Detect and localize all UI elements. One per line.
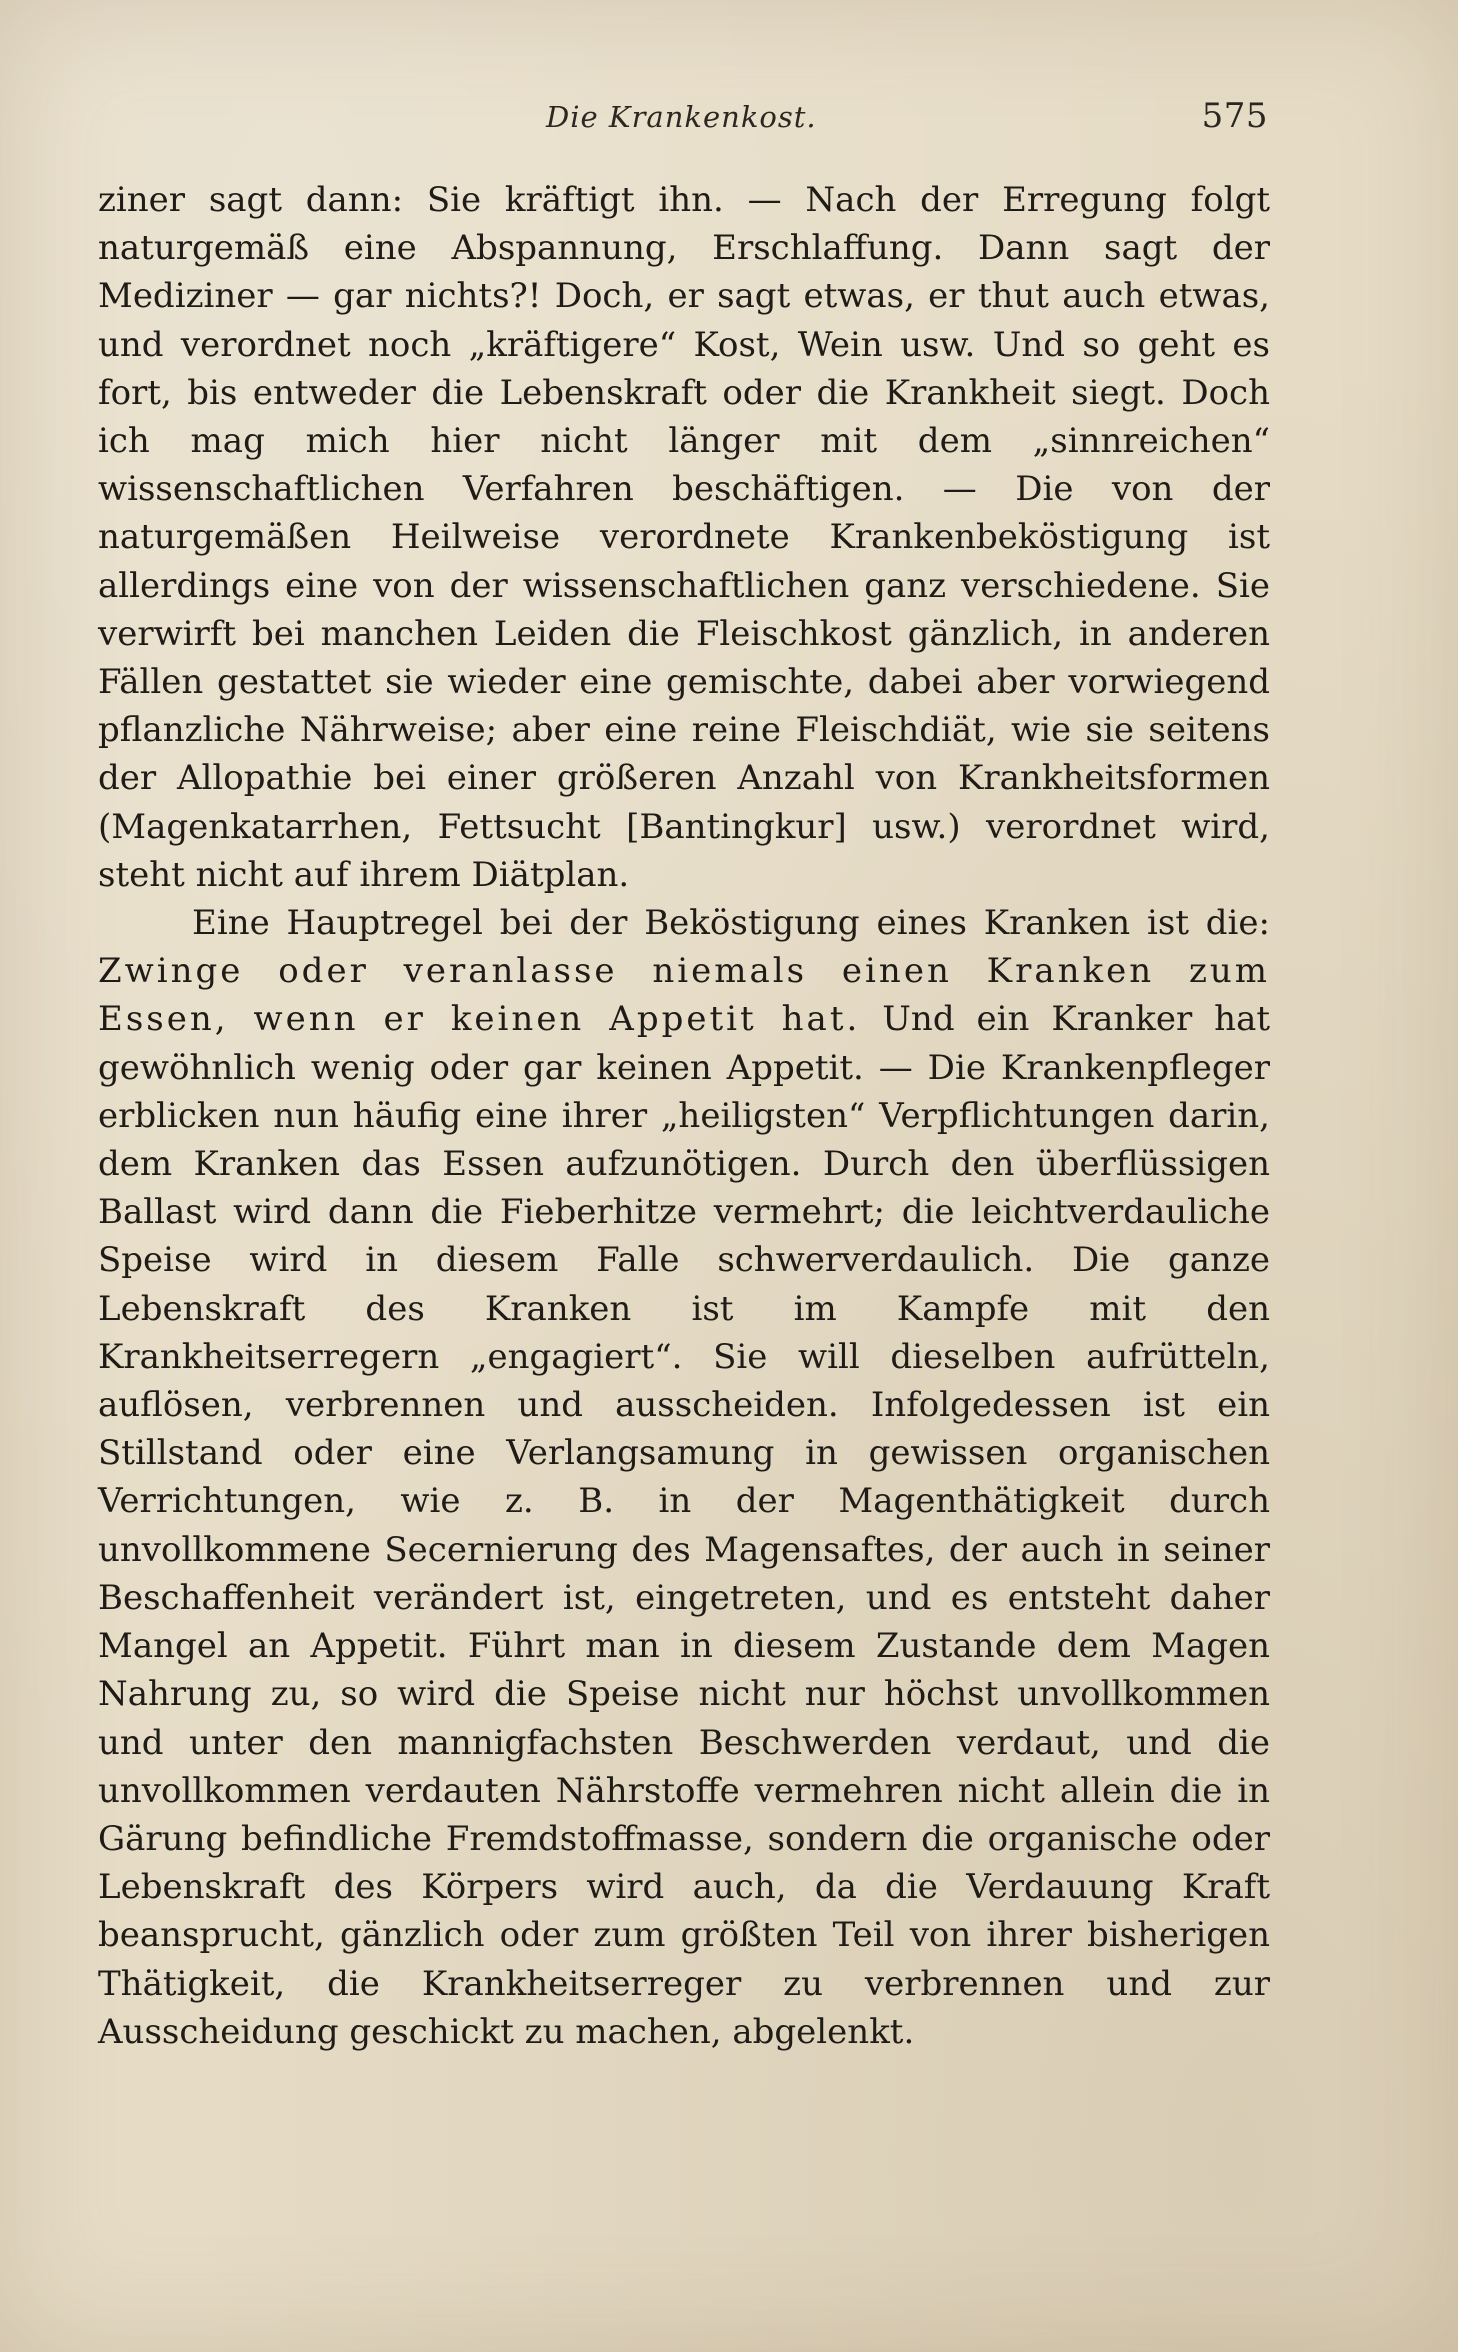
paragraph-2 bbox=[98, 899, 1270, 2056]
page-number: 575 bbox=[1201, 96, 1268, 136]
paragraph-1: ziner sagt dann: Sie kräftigt ihn. — Nach der Erregung folgt naturgemäß eine Abspannung, Erschlaffung. Dann sagt der Mediziner — gar nichts?! Doch, er sagt etwas, er thut auch etwas, und verordnet noch „kräftigere“ Kost, Wein usw. Und so geht es fort, bis entweder die Lebenskraft oder die Krankheit siegt. Doch ich mag mich hier nicht länger mit dem „sinnreichen“ wissenschaftlichen Verfahren beschäftigen. — Die von der naturgemäßen Heilweise verordnete Krankenbeköstigung ist allerdings eine von der wissenschaftlichen ganz verschiedene. Sie verwirft bei manchen Leiden die Fleischkost gänzlich, in anderen Fällen gestattet sie wieder eine gemischte, dabei aber vorwiegend pflanzliche Nährweise; aber eine reine Fleischdiät, wie sie seitens der Allopathie bei einer größeren Anzahl von Krankheitsformen (Magenkatarrhen, Fettsucht [Bantingkur] usw.) verordnet wird, steht nicht auf ihrem Diätplan. bbox=[98, 180, 1270, 895]
paragraph-2-intro: Eine Hauptregel bei der Beköstigung eines Kranken ist die: bbox=[192, 903, 1270, 944]
body-text bbox=[98, 176, 1270, 2056]
running-title: Die Krankenkost. bbox=[546, 100, 817, 134]
page-header bbox=[96, 96, 1268, 146]
paragraph-2-emphasis: Zwinge oder veranlasse niemals einen Kranken zum Essen, wenn er keinen Appetit hat. bbox=[98, 951, 1270, 1040]
paragraph-2-rest: Und ein Kranker hat gewöhnlich wenig oder gar keinen Appetit. — Die Krankenpfleger erblicken nun häufig eine ihrer „heiligsten“ Verpflichtungen darin, dem Kranken das Essen aufzunötigen. Durch den überflüssigen Ballast wird dann die Fieberhitze vermehrt; die leichtverdauliche Speise wird in diesem Falle schwerverdaulich. Die ganze Lebenskraft des Kranken ist im Kampfe mit den Krankheitserregern „engagiert“. Sie will dieselben aufrütteln, auflösen, verbrennen und ausscheiden. Infolgedessen ist ein Stillstand oder eine Verlangsamung in gewissen organischen Verrichtungen, wie z. B. in der Magenthätigkeit durch unvollkommene Secernierung des Magensaftes, der auch in seiner Beschaffenheit verändert ist, eingetreten, und es entsteht daher Mangel an Appetit. Führt man in diesem Zustande dem Magen Nahrung zu, so wird die Speise nicht nur höchst unvollkommen und unter den mannigfachsten Beschwerden verdaut, und die unvollkommen verdauten Nährstoffe vermehren nicht allein die in Gärung befindliche Fremdstoffmasse, sondern die organische oder Lebenskraft des Körpers wird auch, da die Verdauung Kraft beansprucht, gänzlich oder zum größten Teil von ihrer bisherigen Thätigkeit, die Krankheitserreger zu verbrennen und zur Ausscheidung geschickt zu machen, abgelenkt. bbox=[98, 999, 1271, 2052]
